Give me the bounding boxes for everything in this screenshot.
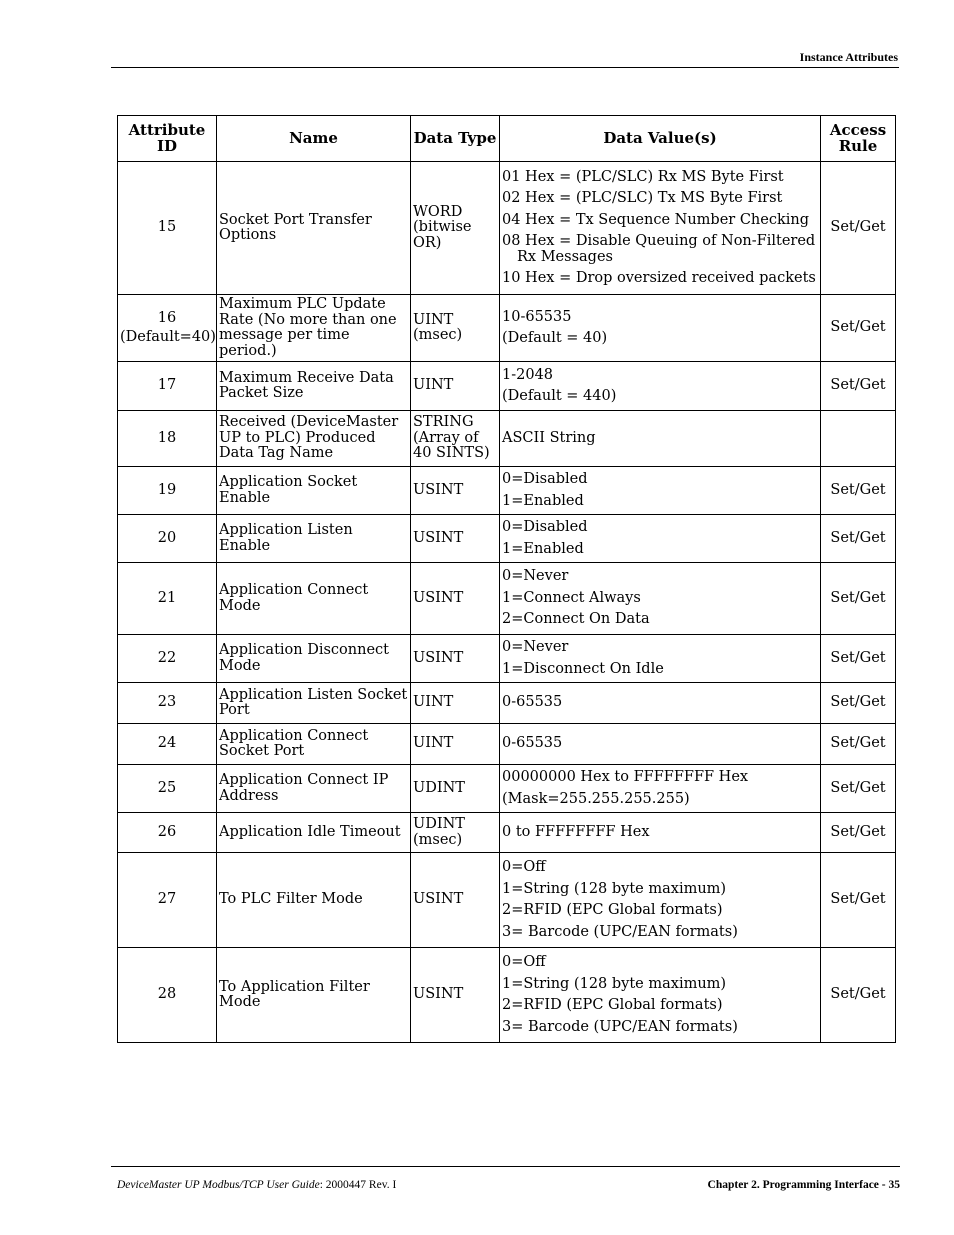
data-type-cell: USINT: [411, 467, 500, 515]
data-values-cell: [500, 295, 821, 362]
attribute-id-cell: [118, 724, 217, 765]
attribute-id-cell: [118, 411, 217, 467]
table-row: [118, 362, 896, 411]
attribute-name-cell: Application Connect Socket Port: [217, 724, 411, 765]
instance-attributes-table: [117, 115, 896, 1043]
data-value-line: 10 Hex = Drop oversized received packets: [502, 270, 816, 286]
attribute-id: 24: [157, 735, 177, 752]
attribute-name-cell: Application Disconnect Mode: [217, 635, 411, 683]
table-row: [118, 515, 896, 563]
data-type-cell: UINT: [411, 362, 500, 411]
attribute-id-cell: [118, 813, 217, 853]
data-value-line: 04 Hex = Tx Sequence Number Checking: [502, 211, 810, 228]
data-value-line: 1=Disconnect On Idle: [502, 660, 664, 677]
table-row: [118, 162, 896, 295]
attribute-name-cell: Application Listen Enable: [217, 515, 411, 563]
data-type-cell: USINT: [411, 563, 500, 635]
attribute-id: 27: [157, 891, 177, 908]
attribute-id: 22: [157, 649, 177, 666]
attribute-id-cell: [118, 162, 217, 295]
data-type-cell: WORD (bitwise OR): [411, 162, 500, 295]
data-value-line: ASCII String: [502, 429, 596, 446]
data-type-cell: USINT: [411, 948, 500, 1043]
column-header-attribute-id: Attribute ID: [118, 116, 217, 162]
data-value-line: 00000000 Hex to FFFFFFFF Hex: [502, 769, 749, 785]
access-rule-cell: Set/Get: [821, 467, 896, 515]
data-value-line: 1=Enabled: [502, 540, 584, 557]
data-value-line: 08 Hex = Disable Queuing of Non-Filtered Rx Messages: [502, 233, 816, 265]
data-value-line: 0=Disabled: [502, 471, 588, 487]
attribute-id: 19: [157, 481, 177, 498]
access-rule-cell: Set/Get: [821, 635, 896, 683]
access-rule-cell: Set/Get: [821, 683, 896, 724]
data-value-line: 0=Disabled: [502, 519, 588, 535]
footer-doc-number: : 2000447 Rev. I: [319, 1179, 397, 1191]
data-value-line: 02 Hex = (PLC/SLC) Tx MS Byte First: [502, 190, 783, 206]
attribute-id-cell: [118, 948, 217, 1043]
data-values-cell: [500, 683, 821, 724]
data-value-line: (Default = 40): [502, 330, 608, 346]
column-header-data-type: Data Type: [411, 116, 500, 162]
table-row: [118, 683, 896, 724]
data-value-line: 2=RFID (EPC Global formats): [502, 997, 723, 1013]
access-rule-cell: Set/Get: [821, 853, 896, 948]
data-value-line: 0=Never: [502, 639, 569, 655]
access-rule-cell: [821, 411, 896, 467]
table-row: [118, 813, 896, 853]
attribute-id-cell: [118, 683, 217, 724]
attribute-name-cell: Maximum Receive Data Packet Size: [217, 362, 411, 411]
column-header-data-values: Data Value(s): [500, 116, 821, 162]
table-row: [118, 948, 896, 1043]
data-values-cell: [500, 765, 821, 813]
data-values-cell: [500, 563, 821, 635]
attribute-id: 21: [157, 589, 177, 606]
data-type-cell: UINT (msec): [411, 295, 500, 362]
data-type-cell: USINT: [411, 853, 500, 948]
column-header-access-rule: Access Rule: [821, 116, 896, 162]
data-values-cell: [500, 411, 821, 467]
attribute-name-cell: Received (DeviceMaster UP to PLC) Produced Data Tag Name: [217, 411, 411, 467]
access-rule-cell: Set/Get: [821, 765, 896, 813]
attribute-id-cell: [118, 467, 217, 515]
table-body: [118, 162, 896, 1043]
attribute-id-default-note: (Default=40): [120, 328, 216, 345]
footer-divider: [111, 1166, 900, 1167]
data-value-line: 0=Off: [502, 859, 546, 875]
table-row: [118, 724, 896, 765]
data-type-cell: USINT: [411, 515, 500, 563]
data-values-cell: [500, 467, 821, 515]
data-value-line: 01 Hex = (PLC/SLC) Rx MS Byte First: [502, 168, 784, 185]
access-rule-cell: Set/Get: [821, 515, 896, 563]
access-rule-cell: Set/Get: [821, 563, 896, 635]
table-row: [118, 295, 896, 362]
data-values-cell: [500, 813, 821, 853]
attribute-name-cell: To PLC Filter Mode: [217, 853, 411, 948]
attribute-id-cell: [118, 515, 217, 563]
data-value-line: 1=Connect Always: [502, 589, 641, 606]
attribute-name-cell: To Application Filter Mode: [217, 948, 411, 1043]
header-divider: [111, 67, 899, 68]
access-rule-cell: Set/Get: [821, 724, 896, 765]
attribute-id: 25: [157, 779, 177, 796]
data-value-line: 0=Never: [502, 568, 569, 585]
data-values-cell: [500, 162, 821, 295]
attribute-id-cell: [118, 853, 217, 948]
footer-doc-title: DeviceMaster UP Modbus/TCP User Guide: [117, 1179, 320, 1191]
data-values-cell: [500, 635, 821, 683]
attribute-name-cell: Application Listen Socket Port: [217, 683, 411, 724]
attribute-id: 23: [157, 694, 177, 711]
attribute-id: 15: [157, 219, 177, 236]
table-row: [118, 853, 896, 948]
attribute-id-cell: [118, 295, 217, 362]
data-value-line: 1-2048: [502, 366, 554, 383]
data-value-line: 10-65535: [502, 308, 572, 325]
data-type-cell: UINT: [411, 724, 500, 765]
attribute-name-cell: Application Connect Mode: [217, 563, 411, 635]
table-row: [118, 467, 896, 515]
access-rule-cell: Set/Get: [821, 362, 896, 411]
data-value-line: 0-65535: [502, 694, 563, 711]
data-values-cell: [500, 948, 821, 1043]
running-header: Instance Attributes: [799, 50, 898, 64]
table-row: [118, 635, 896, 683]
data-values-cell: [500, 515, 821, 563]
attribute-name-cell: Application Socket Enable: [217, 467, 411, 515]
table-row: [118, 563, 896, 635]
table-row: [118, 411, 896, 467]
attribute-name-cell: Socket Port Transfer Options: [217, 162, 411, 295]
access-rule-cell: Set/Get: [821, 162, 896, 295]
data-value-line: 3= Barcode (UPC/EAN formats): [502, 923, 738, 940]
data-values-cell: [500, 724, 821, 765]
access-rule-cell: Set/Get: [821, 295, 896, 362]
data-value-line: 1=String (128 byte maximum): [502, 975, 727, 992]
data-values-cell: [500, 853, 821, 948]
data-value-line: (Mask=255.255.255.255): [502, 790, 690, 807]
attribute-id-cell: [118, 635, 217, 683]
data-value-line: 2=RFID (EPC Global formats): [502, 902, 723, 918]
data-value-line: 1=String (128 byte maximum): [502, 880, 727, 897]
attribute-name-cell: Maximum PLC Update Rate (No more than one message per time period.): [217, 295, 411, 362]
attribute-id: 26: [157, 823, 177, 840]
footer-chapter-page: Chapter 2. Programming Interface - 35: [707, 1179, 900, 1191]
data-value-line: 1=Enabled: [502, 492, 584, 509]
data-type-cell: UDINT: [411, 765, 500, 813]
attribute-id: 17: [157, 377, 177, 394]
access-rule-cell: Set/Get: [821, 813, 896, 853]
column-header-name: Name: [217, 116, 411, 162]
attribute-id-cell: [118, 563, 217, 635]
data-value-line: 3= Barcode (UPC/EAN formats): [502, 1018, 738, 1035]
data-value-line: (Default = 440): [502, 388, 617, 404]
attribute-name-cell: Application Connect IP Address: [217, 765, 411, 813]
data-value-line: 0 to FFFFFFFF Hex: [502, 823, 650, 840]
attribute-id-cell: [118, 765, 217, 813]
data-value-line: 2=Connect On Data: [502, 611, 650, 628]
footer-document-info: [117, 1179, 396, 1191]
attribute-id: 16: [157, 310, 177, 326]
table-row: [118, 765, 896, 813]
data-type-cell: UINT: [411, 683, 500, 724]
data-value-line: 0=Off: [502, 954, 546, 970]
data-values-cell: [500, 362, 821, 411]
data-type-cell: UDINT (msec): [411, 813, 500, 853]
data-type-cell: STRING (Array of 40 SINTS): [411, 411, 500, 467]
attribute-id: 28: [157, 986, 177, 1003]
access-rule-cell: Set/Get: [821, 948, 896, 1043]
attribute-id-cell: [118, 362, 217, 411]
attribute-name-cell: Application Idle Timeout: [217, 813, 411, 853]
data-value-line: 0-65535: [502, 735, 563, 752]
attribute-id: 18: [157, 429, 177, 446]
table-header-row: [118, 116, 896, 162]
attribute-id: 20: [157, 529, 177, 546]
data-type-cell: USINT: [411, 635, 500, 683]
